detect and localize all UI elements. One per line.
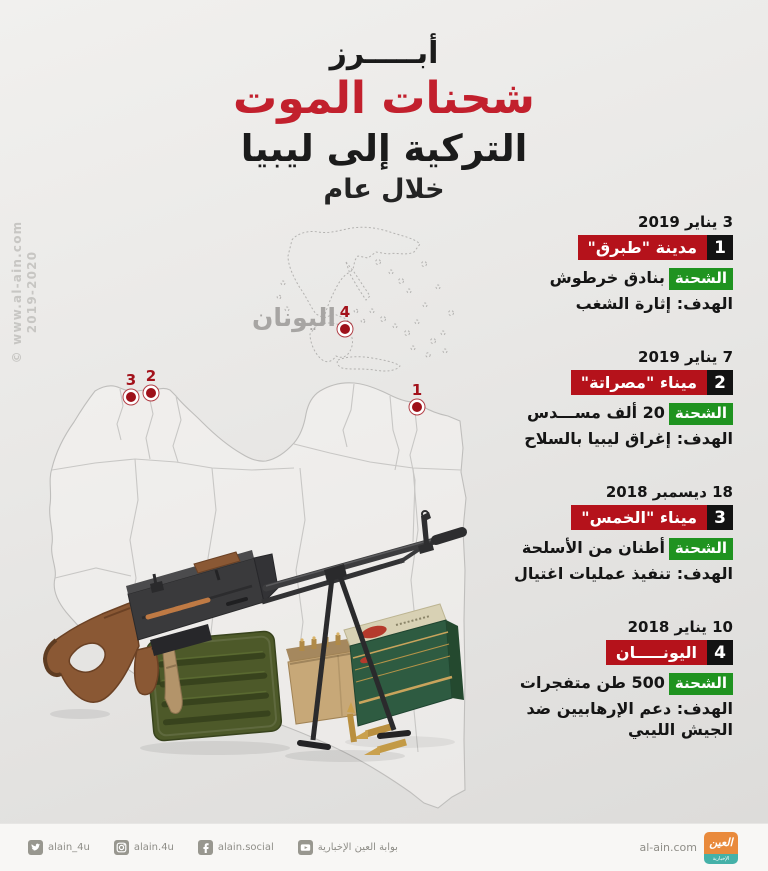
- watermark-line2: 2019-2020: [25, 250, 39, 334]
- entry-4-shipment-line: [421, 672, 733, 695]
- entry-1-number: 1: [707, 235, 733, 260]
- shipment-entry-4: [421, 618, 733, 740]
- entry-4-shipment-badge: الشحنة: [669, 673, 733, 695]
- entry-2-title: ميناء "مصراتة": [571, 370, 707, 395]
- footer-twitter[interactable]: [28, 840, 90, 855]
- facebook-handle: alain.social: [217, 842, 274, 853]
- youtube-icon: [298, 840, 313, 855]
- twitter-icon: [28, 840, 43, 855]
- title-line-3: التركية إلى ليبيا: [240, 127, 528, 170]
- twitter-handle: alain_4u: [48, 842, 90, 853]
- entry-1-title: مدينة "طبرق": [578, 235, 708, 260]
- entry-1-shipment-line: [421, 267, 733, 290]
- footer-instagram[interactable]: [114, 840, 174, 855]
- entry-1-shipment-badge: الشحنة: [669, 268, 733, 290]
- entry-2-shipment-line: [421, 402, 733, 425]
- entry-2-shipment-badge: الشحنة: [669, 403, 733, 425]
- entry-4-goal: الهدف: دعم الإرهابيين ضد الجيش الليبي: [526, 699, 733, 739]
- title-line-4: خلال عام: [323, 174, 445, 205]
- entry-2-date: 7 يناير 2019: [638, 348, 733, 366]
- map-marker-3-dot: [126, 392, 136, 402]
- entry-3-date: 18 ديسمبر 2018: [605, 483, 733, 501]
- entry-2-title-bar: [571, 370, 733, 395]
- map-marker-1-number: 1: [411, 381, 423, 399]
- entry-1-title-bar: [578, 235, 734, 260]
- footer-youtube[interactable]: [298, 840, 398, 855]
- title-line-1: أبـــــرز: [329, 36, 439, 71]
- alain-logo-main: العين: [704, 832, 738, 854]
- entry-2-goal: الهدف: إغراق ليبيا بالسلاح: [524, 429, 733, 448]
- shipment-entry-3: [421, 483, 733, 584]
- shipment-entry-1: [421, 213, 733, 314]
- title-block: [0, 36, 768, 207]
- shipment-entry-2: [421, 348, 733, 449]
- map-marker-2-dot: [146, 388, 156, 398]
- entry-4-title-bar: [606, 640, 733, 665]
- map-marker-4-dot: [340, 324, 350, 334]
- youtube-handle: بوابة العين الإخبارية: [317, 842, 398, 853]
- entry-3-title: ميناء "الخمس": [571, 505, 707, 530]
- map-marker-4: [330, 303, 360, 338]
- watermark: [10, 202, 42, 382]
- map-marker-2-number: 2: [145, 367, 157, 385]
- entry-1-goal: الهدف: إثارة الشغب: [575, 294, 733, 313]
- watermark-line1: © www.al-ain.com: [10, 220, 24, 364]
- alain-logo-sub: الإخبارية: [704, 854, 738, 864]
- entry-1-date: 3 يناير 2019: [638, 213, 733, 231]
- entry-4-number: 4: [707, 640, 733, 665]
- alain-logo[interactable]: [704, 832, 738, 864]
- footer-facebook[interactable]: [198, 840, 274, 855]
- map-marker-4-number: 4: [339, 303, 351, 321]
- title-line-2: شحنات الموت: [233, 73, 535, 124]
- map-marker-3-number: 3: [125, 371, 137, 389]
- entry-3-shipment-badge: الشحنة: [669, 538, 733, 560]
- entry-3-number: 3: [707, 505, 733, 530]
- entry-4-shipment-text: 500 طن متفجرات: [519, 673, 665, 692]
- footer: [0, 823, 768, 871]
- entry-2-number: 2: [707, 370, 733, 395]
- entry-2-shipment-text: 20 ألف مســـدس: [527, 403, 665, 422]
- instagram-icon: [114, 840, 129, 855]
- entry-3-shipment-text: أطنان من الأسلحة: [521, 538, 665, 557]
- instagram-handle: alain.4u: [133, 842, 174, 853]
- entry-1-shipment-text: بنادق خرطوش: [549, 268, 665, 287]
- greece-label: اليونان: [252, 303, 336, 332]
- entry-4-date: 10 يناير 2018: [627, 618, 733, 636]
- site-url[interactable]: al-ain.com: [639, 841, 697, 854]
- entry-3-title-bar: [571, 505, 733, 530]
- entry-3-goal: الهدف: تنفيذ عمليات اغتيال: [514, 564, 733, 583]
- map-marker-3: [116, 371, 146, 406]
- facebook-icon: [198, 840, 213, 855]
- entry-3-shipment-line: [421, 537, 733, 560]
- entry-4-title: اليونـــــان: [606, 640, 707, 665]
